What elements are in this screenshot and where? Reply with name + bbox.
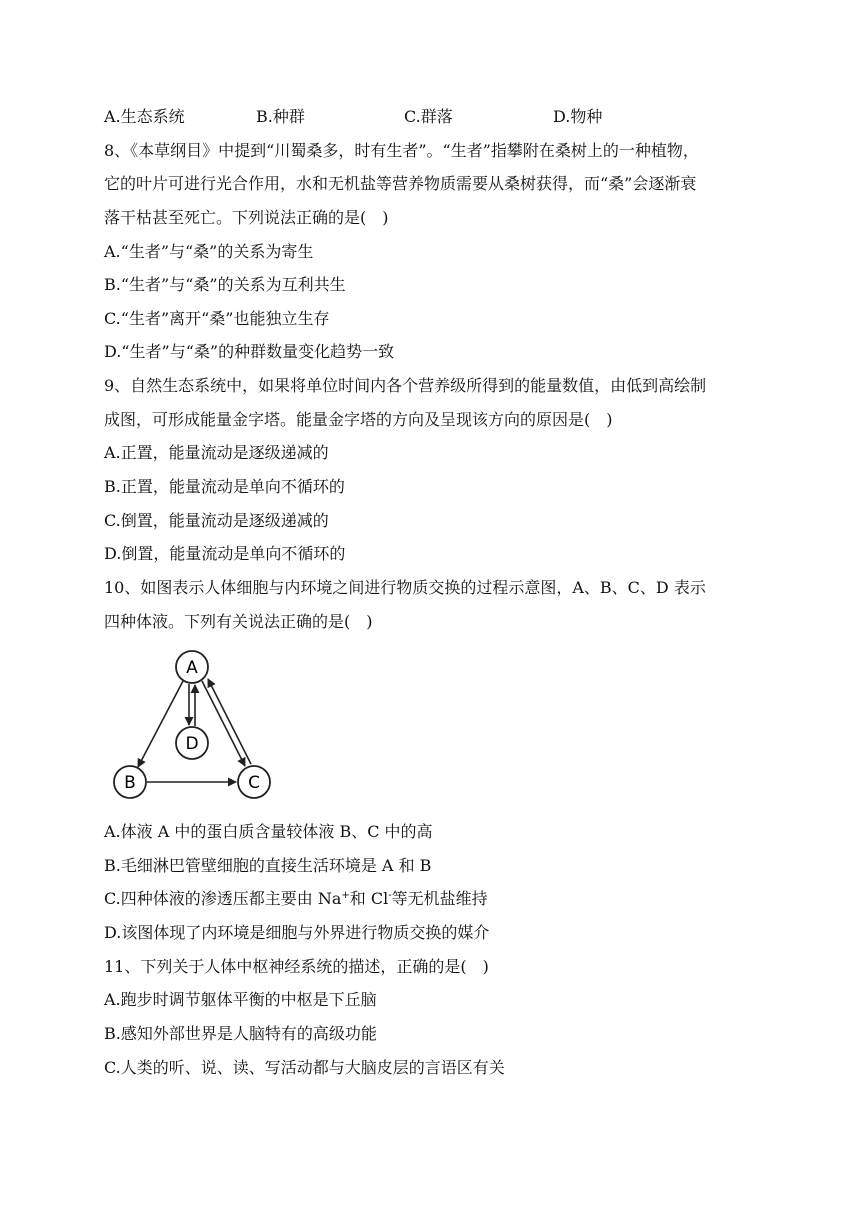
q8-option-a: A.“生者”与“桑”的关系为寄生: [104, 242, 314, 261]
q11-stem: 11、下列关于人体中枢神经系统的描述，正确的是( ): [104, 957, 489, 976]
q8-option-c: C.“生者”离开“桑”也能独立生存: [104, 309, 330, 328]
q11-option-b: B.感知外部世界是人脑特有的高级功能: [104, 1024, 377, 1043]
node-b-label: B: [124, 773, 136, 793]
arrow-c-to-a: [208, 679, 251, 764]
arrow-a-to-c: [202, 681, 245, 766]
body-fluid-diagram: [104, 648, 284, 810]
q10-stem-line-1: 10、如图表示人体细胞与内环境之间进行物质交换的过程示意图，A、B、C、D 表示: [104, 578, 706, 597]
chloride-charge: -: [388, 890, 392, 901]
q7-option-c: C.群落: [404, 107, 453, 126]
node-a-label: A: [186, 658, 198, 678]
q9-option-a: A.正置，能量流动是逐级递减的: [104, 443, 329, 462]
q11-option-c: C.人类的听、说、读、写活动都与大脑皮层的言语区有关: [104, 1058, 505, 1077]
q11-option-a: A.跑步时调节躯体平衡的中枢是下丘脑: [104, 990, 377, 1009]
q8-option-b: B.“生者”与“桑”的关系为互利共生: [104, 275, 346, 294]
q7-option-b: B.种群: [256, 107, 305, 126]
q10-stem-line-2: 四种体液。下列有关说法正确的是( ): [104, 612, 373, 631]
q8-stem-line-3: 落干枯甚至死亡。下列说法正确的是( ): [104, 208, 389, 227]
q7-option-a: A.生态系统: [104, 107, 185, 126]
q10-option-c: [104, 889, 488, 909]
node-d-label: D: [185, 734, 199, 754]
q10-option-a: A.体液 A 中的蛋白质含量较体液 B、C 中的高: [104, 822, 433, 841]
q10-option-c-part-2: 和 Cl: [349, 889, 389, 908]
q10-option-b: B.毛细淋巴管壁细胞的直接生活环境是 A 和 B: [104, 856, 432, 875]
sodium-charge: +: [341, 890, 350, 901]
q10-option-c-part-3: 等无机盐维持: [391, 889, 488, 908]
arrow-a-to-b: [138, 681, 183, 767]
q10-option-d: D.该图体现了内环境是细胞与外界进行物质交换的媒介: [104, 923, 490, 942]
node-c-label: C: [248, 773, 260, 793]
q8-stem-line-1: 8、《本草纲目》中提到“川蜀桑多，时有生者”。“生者”指攀附在桑树上的一种植物，: [104, 141, 699, 160]
q8-option-d: D.“生者”与“桑”的种群数量变化趋势一致: [104, 342, 395, 361]
q7-option-d: D.物种: [553, 107, 603, 126]
q9-stem-line-2: 成图，可形成能量金字塔。能量金字塔的方向及呈现该方向的原因是( ): [104, 410, 613, 429]
q9-option-d: D.倒置，能量流动是单向不循环的: [104, 544, 346, 563]
q9-option-b: B.正置，能量流动是单向不循环的: [104, 477, 345, 496]
q10-option-c-part-1: C.四种体液的渗透压都主要由 Na: [104, 889, 342, 908]
q8-stem-line-2: 它的叶片可进行光合作用，水和无机盐等营养物质需要从桑树获得，而“桑”会逐渐衰: [104, 174, 697, 193]
q9-stem-line-1: 9、自然生态系统中，如果将单位时间内各个营养级所得到的能量数值，由低到高绘制: [104, 376, 707, 395]
q9-option-c: C.倒置，能量流动是逐级递减的: [104, 511, 329, 530]
